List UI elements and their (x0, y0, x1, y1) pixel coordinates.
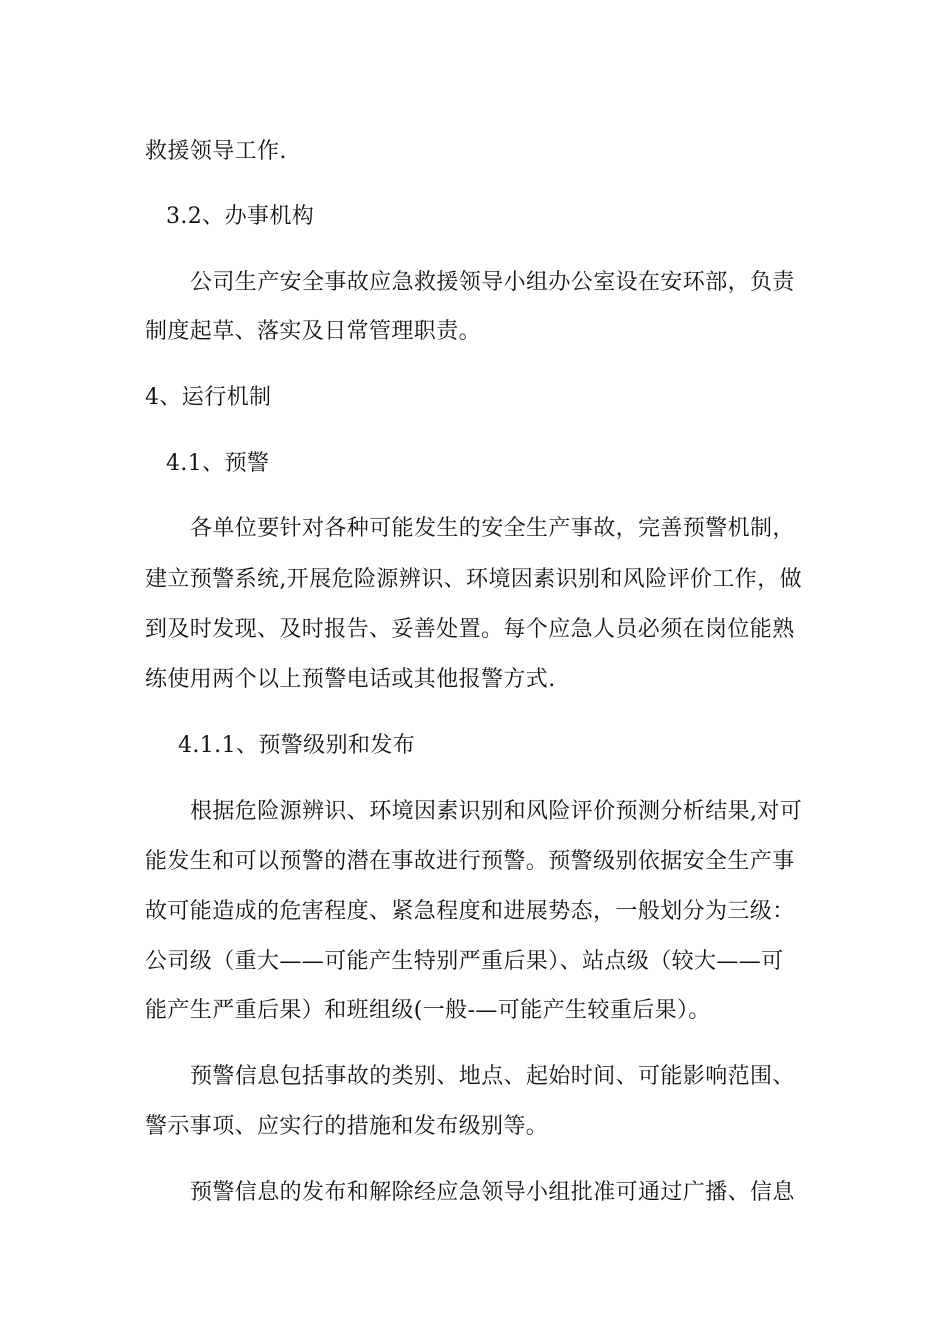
section-heading-3-2: 3.2、办事机构 (166, 204, 315, 229)
paragraph-line: 警示事项、应实行的措施和发布级别等。 (145, 1114, 549, 1139)
section-heading-4: 4、运行机制 (145, 385, 272, 410)
paragraph-line: 预警信息包括事故的类别、地点、起始时间、可能影响范围、 (190, 1064, 795, 1089)
section-heading-4-1-1: 4.1.1、预警级别和发布 (178, 733, 416, 758)
paragraph-line: 练使用两个以上预警电话或其他报警方式. (145, 667, 556, 692)
section-heading-4-1: 4.1、预警 (166, 451, 270, 476)
paragraph-line: 制度起草、落实及日常管理职责。 (145, 319, 482, 344)
text-line: 救援领导工作. (145, 139, 287, 164)
paragraph-line: 各单位要针对各种可能发生的安全生产事故，完善预警机制， (190, 516, 795, 541)
paragraph-line: 建立预警系统,开展危险源辨识、环境因素识别和风险评价工作，做 (145, 567, 802, 592)
paragraph-line: 预警信息的发布和解除经应急领导小组批准可通过广播、信息 (190, 1180, 795, 1205)
paragraph-line: 能发生和可以预警的潜在事故进行预警。预警级别依据安全生产事 (145, 849, 795, 874)
paragraph-line: 公司生产安全事故应急救援领导小组办公室设在安环部，负责 (190, 270, 795, 295)
paragraph-line: 公司级（重大——可能产生特别严重后果）、站点级（较大——可 (145, 949, 784, 974)
paragraph-line: 根据危险源辨识、环境因素识别和风险评价预测分析结果,对可 (190, 799, 803, 824)
paragraph-line: 故可能造成的危害程度、紧急程度和进展势态，一般划分为三级： (145, 899, 795, 924)
paragraph-line: 到及时发现、及时报告、妥善处置。每个应急人员必须在岗位能熟 (145, 617, 795, 642)
paragraph-line: 能产生严重后果）和班组级(一般-—可能产生较重后果）。 (145, 998, 711, 1023)
